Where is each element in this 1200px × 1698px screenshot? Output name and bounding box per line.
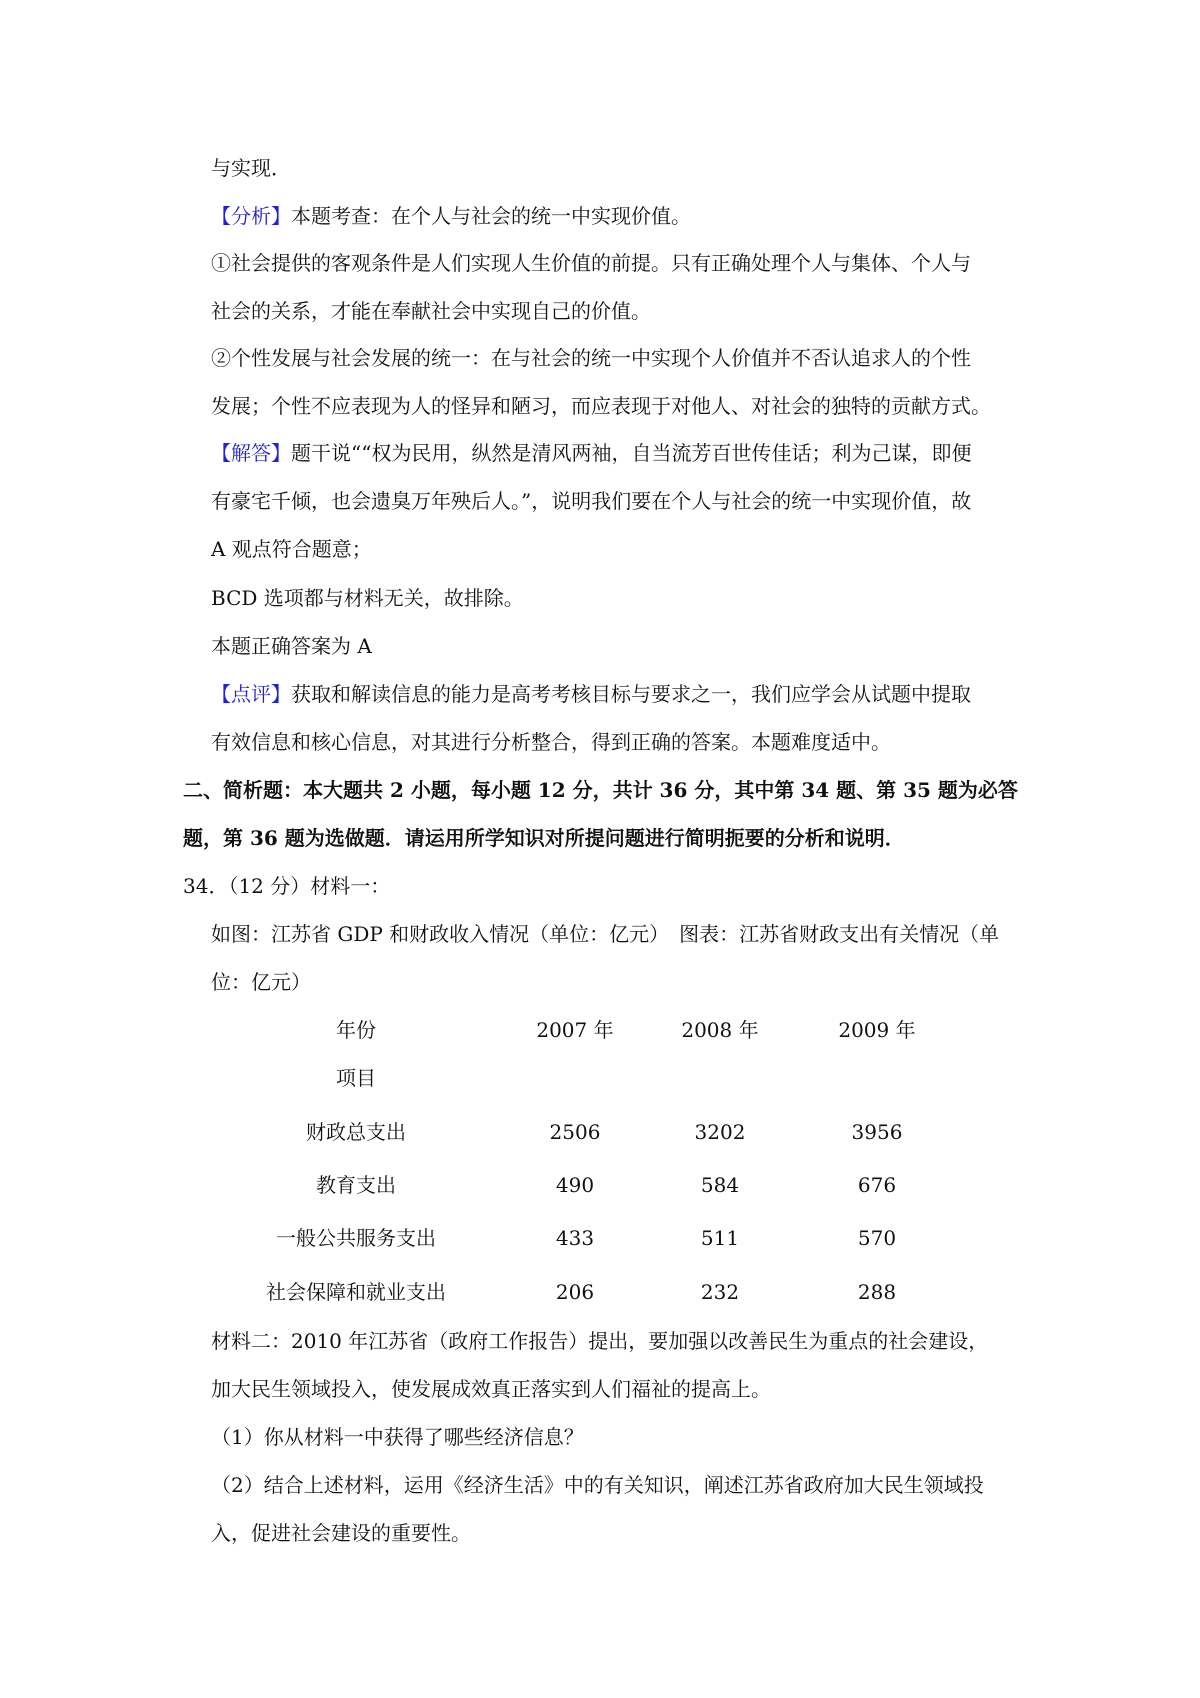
table-cell: 206 [555,1280,595,1304]
comment-line1: 获取和解读信息的能力是高考考核目标与要求之一，我们应学会从试题中提取 [291,682,971,706]
subquestion-1: （1）你从材料一中获得了哪些经济信息？ [211,1425,584,1449]
table-corner-year: 年份 [336,1018,376,1042]
answer-line2: 有豪宅千倾，也会遗臭万年殃后人。”，说明我们要在个人与社会的统一中实现价值，故 [211,489,972,513]
table-cell: 584 [700,1173,740,1197]
table-cell: 490 [555,1173,595,1197]
point1-line2: 社会的关系，才能在奉献社会中实现自己的价值。 [211,299,651,323]
comment-tag: 【点评】 [211,682,291,706]
intro-line: 与实现． [211,156,291,180]
answer-line3: A 观点符合题意； [211,537,372,561]
comment-line2: 有效信息和核心信息，对其进行分析整合，得到正确的答案。本题难度适中。 [211,730,891,754]
answer-line1: 题干说““权为民用，纵然是清风两袖，自当流芳百世传佳话；利为己谋，即便 [291,441,972,465]
table-cell: 288 [857,1280,897,1304]
comment-paragraph [211,684,971,704]
analysis-text: 本题考查：在个人与社会的统一中实现价值。 [291,204,691,228]
table-header-year: 2007 年 [536,1018,614,1042]
table-cell: 232 [700,1280,740,1304]
table-row-item: 一般公共服务支出 [276,1226,436,1250]
point2-line1: ②个性发展与社会发展的统一：在与社会的统一中实现个人价值并不否认追求人的个性 [211,346,971,370]
answer-paragraph [211,443,971,463]
table-cell: 2506 [549,1120,601,1144]
point2-line2: 发展；个性不应表现为人的怪异和陋习，而应表现于对他人、对社会的独特的贡献方式。 [211,394,991,418]
table-cell: 3202 [694,1120,746,1144]
table-cell: 676 [857,1173,897,1197]
table-row-item: 财政总支出 [306,1120,406,1144]
material2-line2: 加大民生领域投入，使发展成效真正落实到人们福祉的提高上。 [211,1377,771,1401]
point1-line1: ①社会提供的客观条件是人们实现人生价值的前提。只有正确处理个人与集体、个人与 [211,251,971,275]
analysis-tag: 【分析】 [211,204,291,228]
subquestion-2-line2: 入，促进社会建设的重要性。 [211,1521,471,1545]
answer-tag: 【解答】 [211,441,291,465]
table-cell: 511 [700,1226,740,1250]
section2-heading-line2: 题，第 36 题为选做题．请运用所学知识对所提问题进行简明扼要的分析和说明． [183,826,905,850]
table-cell: 3956 [851,1120,903,1144]
table-cell: 570 [857,1226,897,1250]
table-header-year: 2009 年 [838,1018,916,1042]
caption-line1: 如图：江苏省 GDP 和财政收入情况（单位：亿元） 图表：江苏省财政支出有关情况（单 [211,922,1000,946]
material2-line1: 材料二：2010 年江苏省（政府工作报告）提出，要加强以改善民生为重点的社会建设， [211,1329,989,1353]
question34-heading: 34．（12 分）材料一： [183,874,391,898]
answer-line4: BCD 选项都与材料无关，故排除。 [211,586,524,610]
caption-line2: 位：亿元） [211,970,311,994]
table-header-year: 2008 年 [681,1018,759,1042]
answer-line5: 本题正确答案为 A [211,634,372,658]
table-cell: 433 [555,1226,595,1250]
table-row-item: 社会保障和就业支出 [266,1280,446,1304]
table-row-item: 教育支出 [316,1173,396,1197]
analysis-paragraph [211,206,691,226]
table-corner-item: 项目 [336,1066,376,1090]
section2-heading-line1: 二、简析题：本大题共 2 小题，每小题 12 分，共计 36 分，其中第 34 题、第 35 题为必答 [183,778,1018,802]
subquestion-2-line1: （2）结合上述材料，运用《经济生活》中的有关知识，阐述江苏省政府加大民生领域投 [211,1473,984,1497]
